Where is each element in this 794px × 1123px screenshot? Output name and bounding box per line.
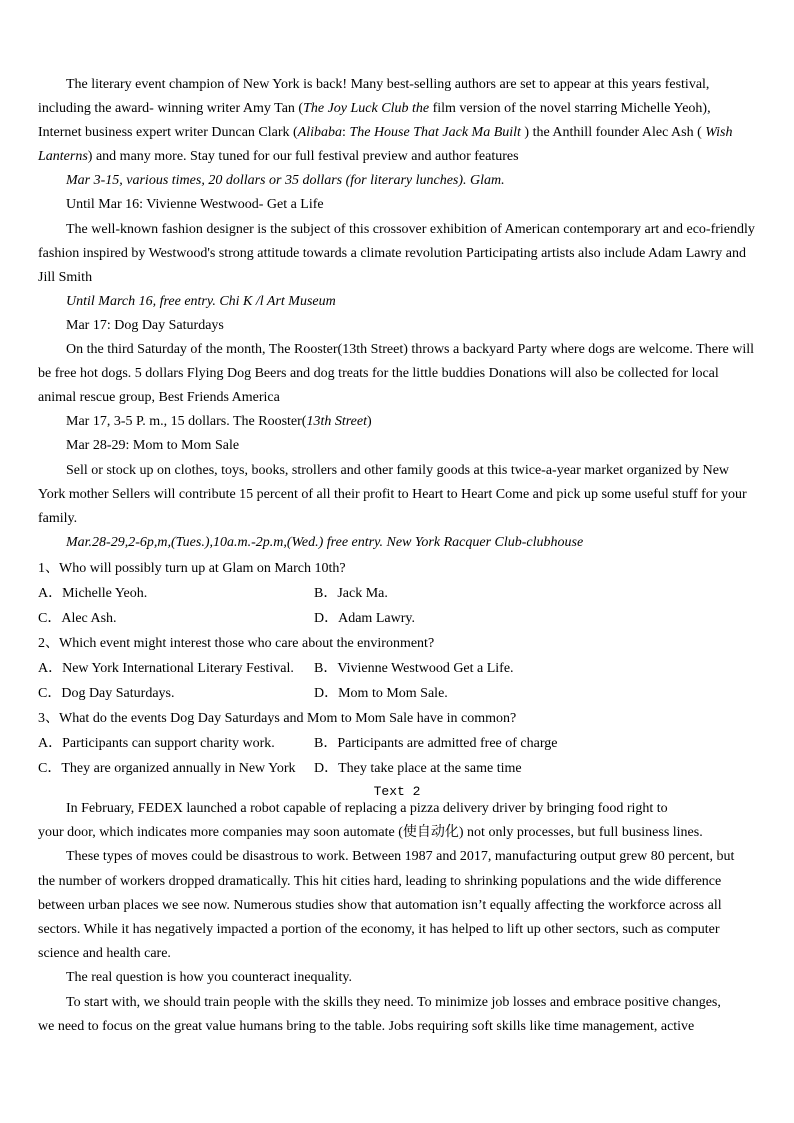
text-line <box>38 169 764 193</box>
text-segment: your door, which indicates more companies may soon automate (使自动化) not only processes, but full business lines. <box>38 825 703 841</box>
text-line <box>38 942 764 966</box>
text-segment: ) the Anthill founder Alec Ash ( <box>520 125 706 141</box>
text-line <box>38 459 764 483</box>
answer-option[interactable]: A．New York International Literary Festival. <box>38 660 294 676</box>
italic-text: The House That Jack Ma Built <box>349 125 521 141</box>
text-line <box>38 870 764 894</box>
question-list <box>38 556 764 781</box>
answer-option[interactable]: C．Dog Day Saturdays. <box>38 685 175 701</box>
option-row <box>38 606 764 631</box>
text-segment: family. <box>38 510 78 526</box>
text-segment: fashion inspired by Westwood's strong attitude towards a climate revolution Participating artists also include Adam Lawry and <box>38 245 746 261</box>
text-segment: Mar 17: Dog Day Saturdays <box>66 317 224 333</box>
text-segment: animal rescue group, Best Friends America <box>38 390 280 406</box>
text-line <box>38 821 764 845</box>
answer-option[interactable]: A．Participants can support charity work. <box>38 735 275 751</box>
question-stem: 3、What do the events Dog Day Saturdays and Mom to Mom Sale have in common? <box>38 710 517 726</box>
answer-option[interactable]: B．Participants are admitted free of charge <box>314 735 558 751</box>
text-segment: Jill Smith <box>38 269 93 285</box>
italic-text: The Joy Luck Club the <box>303 101 430 117</box>
text-segment: Sell or stock up on clothes, toys, books, strollers and other family goods at this twice-a-year market organized by New <box>66 462 730 478</box>
italic-text: Mar 3-15, various times, 20 dollars or 35 dollars (for literary lunches). Glam. <box>66 173 505 189</box>
text-line <box>38 338 764 362</box>
text-segment: film version of the novel starring Michelle Yeoh), <box>429 101 711 117</box>
text-line <box>38 1015 764 1039</box>
text-segment: be free hot dogs. 5 dollars Flying Dog Beers and dog treats for the little buddies Donations will also be collected for local <box>38 366 719 382</box>
answer-option[interactable]: B．Vivienne Westwood Get a Life. <box>314 660 514 676</box>
text-line <box>38 121 764 145</box>
option-row <box>38 681 764 706</box>
text-line <box>38 845 764 869</box>
text-line <box>38 73 764 97</box>
text-segment: The real question is how you counteract inequality. <box>66 970 353 986</box>
text-line <box>38 991 764 1015</box>
answer-option[interactable]: B．Jack Ma. <box>314 585 388 601</box>
text-segment: Mar 17, 3-5 P. m., 15 dollars. The Rooster( <box>66 414 307 430</box>
italic-text: Until March 16, free entry. Chi K /l Art Museum <box>66 293 336 309</box>
text-line <box>38 314 764 338</box>
text-line <box>38 386 764 410</box>
text-line <box>38 242 764 266</box>
text-segment: These types of moves could be disastrous to work. Between 1987 and 2017, manufacturing output grew 80 percent, but <box>66 849 735 865</box>
text-segment: science and health care. <box>38 946 171 962</box>
text-segment: sectors. While it has negatively impacted a portion of the economy, it has helped to lift up other sectors, such as computer <box>38 921 720 937</box>
italic-text: Wish <box>705 125 733 141</box>
italic-text: 13th Street <box>306 414 367 430</box>
text-segment: ) <box>366 414 372 430</box>
text-segment: including the award- winning writer Amy Tan ( <box>38 101 304 117</box>
text-line <box>38 918 764 942</box>
option-row <box>38 731 764 756</box>
text-segment: ) and many more. Stay tuned for our full festival preview and author features <box>87 149 519 165</box>
text-line <box>38 434 764 458</box>
answer-option[interactable]: C．Alec Ash. <box>38 610 117 626</box>
text-segment: Mar 28-29: Mom to Mom Sale <box>66 438 240 454</box>
text2-heading: Text 2 <box>373 784 421 799</box>
option-row <box>38 756 764 781</box>
text-line <box>38 507 764 531</box>
text-line <box>38 797 764 821</box>
option-row <box>38 656 764 681</box>
text-line <box>38 531 764 555</box>
text-segment: The literary event champion of New York is back! Many best-selling authors are set to appear at this years festival, <box>66 77 710 92</box>
text-segment: the number of workers dropped dramatically. This hit cities hard, leading to shrinking populations and the wide difference <box>38 873 722 889</box>
passage-text-1 <box>38 73 764 555</box>
answer-option[interactable]: D．Adam Lawry. <box>314 610 415 626</box>
text-segment: Internet business expert writer Duncan Clark ( <box>38 125 298 141</box>
text-segment: : <box>342 125 350 141</box>
italic-text: Alibaba <box>297 125 343 141</box>
text-line <box>38 97 764 121</box>
answer-option[interactable]: D．They take place at the same time <box>314 760 522 776</box>
question-stem: 1、Who will possibly turn up at Glam on March 10th? <box>38 560 346 576</box>
text-line <box>38 218 764 242</box>
text-segment: In February, FEDEX launched a robot capable of replacing a pizza delivery driver by bringing food right to <box>66 801 668 816</box>
italic-text: Lanterns <box>38 149 88 165</box>
text-segment: To start with, we should train people with the skills they need. To minimize job losses and embrace positive changes, <box>66 994 721 1010</box>
italic-text: Mar.28-29,2-6p,m,(Tues.),10a.m.-2p.m,(Wed.) free entry. New York Racquer Club-clubhouse <box>66 534 584 550</box>
text-line <box>38 145 764 169</box>
answer-option[interactable]: D．Mom to Mom Sale. <box>314 685 448 701</box>
text-line <box>38 266 764 290</box>
text-line <box>38 966 764 990</box>
passage-text-2 <box>38 797 764 1039</box>
text-line <box>38 483 764 507</box>
text-segment: On the third Saturday of the month, The Rooster(13th Street) throws a backyard Party where dogs are welcome. There will <box>66 342 755 358</box>
text-segment: York mother Sellers will contribute 15 percent of all their profit to Heart to Heart Come and pick up some useful stuff for your <box>38 486 747 502</box>
answer-option[interactable]: A．Michelle Yeoh. <box>38 585 148 601</box>
text-segment: we need to focus on the great value humans bring to the table. Jobs requiring soft skills like time management, active <box>38 1018 695 1034</box>
text-line <box>38 894 764 918</box>
text-line <box>38 193 764 217</box>
question-stem: 2、Which event might interest those who care about the environment? <box>38 635 435 651</box>
text-segment: between urban places we see now. Numerous studies show that automation isn’t equally affecting the workforce across all <box>38 897 722 913</box>
text-line <box>38 290 764 314</box>
text-segment: The well-known fashion designer is the subject of this crossover exhibition of American contemporary art and eco-friendly <box>66 221 755 237</box>
text-line <box>38 362 764 386</box>
text-segment: Until Mar 16: Vivienne Westwood- Get a Life <box>66 197 324 213</box>
text-line <box>38 410 764 434</box>
answer-option[interactable]: C．They are organized annually in New York <box>38 760 296 776</box>
option-row <box>38 581 764 606</box>
